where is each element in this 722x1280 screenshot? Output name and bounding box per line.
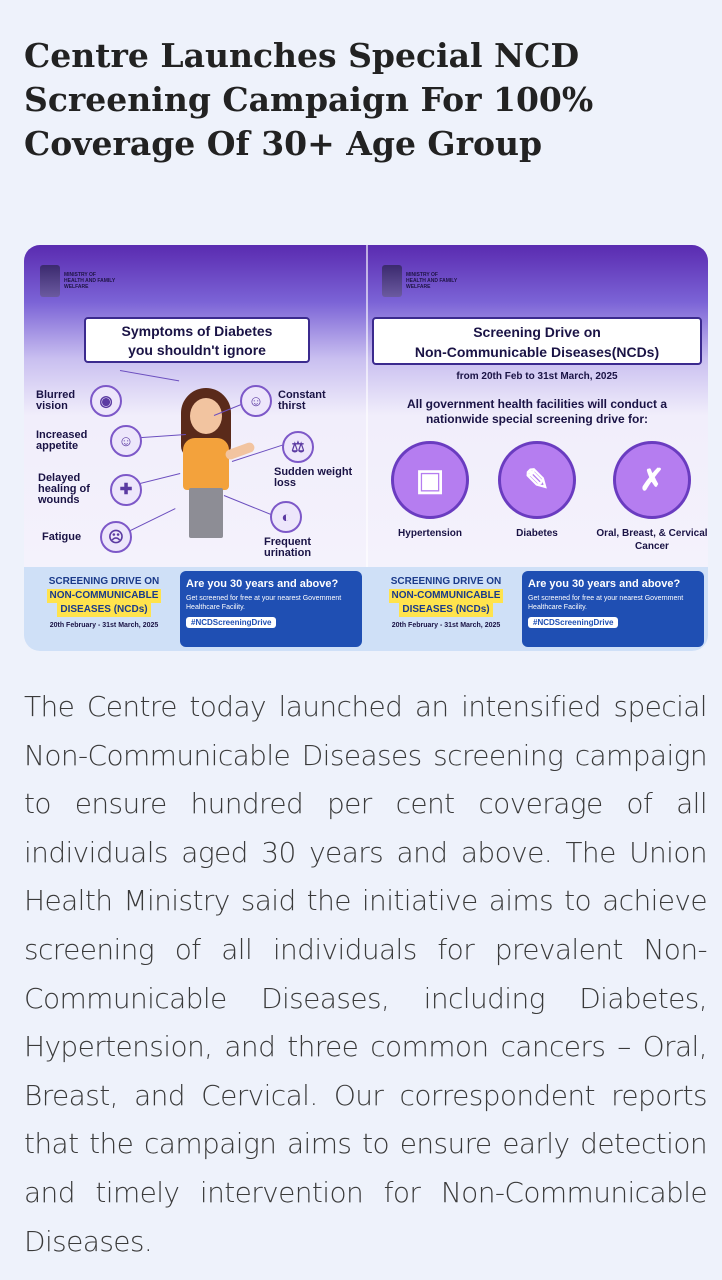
banner-footer-right	[366, 567, 708, 651]
bp-monitor-icon: ▣	[391, 441, 469, 519]
symptom-fatigue: Fatigue ☹	[42, 521, 132, 553]
screening-title-line2: Non-Communicable Diseases(NCDs)	[414, 344, 660, 360]
ministry-emblem	[40, 263, 120, 299]
campaign-banner-image	[24, 245, 708, 651]
weight-icon: ⚖	[282, 431, 314, 463]
symptom-increased-appetite: Increased appetite ☺	[36, 425, 142, 457]
hashtag: #NCDScreeningDrive	[528, 617, 618, 628]
drive-label: SCREENING DRIVE ON NON-COMMUNICABLE DISEASES (NCDs) 20th February - 31st March, 2025	[30, 575, 178, 633]
ministry-name: MINISTRY OF HEALTH AND FAMILY WELFARE	[64, 272, 116, 290]
ministry-name: MINISTRY OF HEALTH AND FAMILY WELFARE	[406, 272, 458, 290]
article-headline: Centre Launches Special NCD Screening Campaign For 100% Coverage Of 30+ Age Group	[24, 36, 594, 163]
diabetes-symptoms-panel	[24, 245, 366, 651]
symptoms-title	[84, 317, 310, 363]
ribbon-icon: ✗	[613, 441, 691, 519]
screening-dates: from 20th Feb to 31st March, 2025	[456, 371, 618, 382]
symptom-blurred-vision: Blurred vision ◉	[36, 385, 122, 417]
ministry-emblem	[382, 263, 462, 299]
eye-icon: ◉	[90, 385, 122, 417]
woman-illustration	[169, 388, 249, 548]
screening-title-line1: Screening Drive on	[473, 324, 601, 340]
hashtag: #NCDScreeningDrive	[186, 617, 276, 628]
age-question-box: Are you 30 years and above? Get screened for free at your nearest Government Healthcare Facility. #NCDScreeningDrive	[180, 571, 362, 647]
disease-cancer: ✗ Oral, Breast, & Cervical Cancer	[596, 441, 708, 553]
glucometer-icon: ✎	[498, 441, 576, 519]
symptom-constant-thirst: ☺ Constant thirst	[240, 385, 342, 417]
national-emblem-icon	[40, 265, 60, 297]
symptoms-title-line2: you shouldn't ignore	[128, 342, 266, 358]
symptoms-title-line1: Symptoms of Diabetes	[121, 323, 273, 339]
wound-icon: ✚	[110, 474, 142, 506]
screening-description: All government health facilities will conduct a nationwide special screening drive for:	[406, 397, 668, 426]
article-body: The Centre today launched an intensified special Non-Communicable Diseases screening campaign to ensure hundred per cent coverage of all individuals aged 30 years and above. The Union Health Ministry said the initiative aims to achieve screening of all individuals for prevalent Non-Communicable Diseases, including Diabetes, Hypertension, and three common cancers – Oral, Breast, and Cervical. Our correspondent reports that the campaign aims to ensure early detection and timely intervention for Non-Communicable Diseases.	[24, 690, 707, 1258]
thirst-icon: ☺	[240, 385, 272, 417]
symptom-weight-loss: ⚖ Sudden weight loss	[274, 431, 354, 489]
screening-title	[372, 317, 702, 365]
disease-hypertension: ▣ Hypertension	[380, 441, 480, 540]
disease-diabetes: ✎ Diabetes	[487, 441, 587, 540]
appetite-icon: ☺	[110, 425, 142, 457]
age-question-box: Are you 30 years and above? Get screened for free at your nearest Government Healthcare Facility. #NCDScreeningDrive	[522, 571, 704, 647]
symptom-frequent-urination: ◐ Frequent urination	[264, 501, 330, 559]
drive-label: SCREENING DRIVE ON NON-COMMUNICABLE DISEASES (NCDs) 20th February - 31st March, 2025	[372, 575, 520, 633]
fatigue-icon: ☹	[100, 521, 132, 553]
national-emblem-icon	[382, 265, 402, 297]
ncd-screening-panel	[366, 245, 708, 651]
banner-footer-left	[24, 567, 366, 651]
urination-icon: ◐	[270, 501, 302, 533]
symptom-delayed-healing: Delayed healing of wounds ✚	[38, 473, 142, 506]
